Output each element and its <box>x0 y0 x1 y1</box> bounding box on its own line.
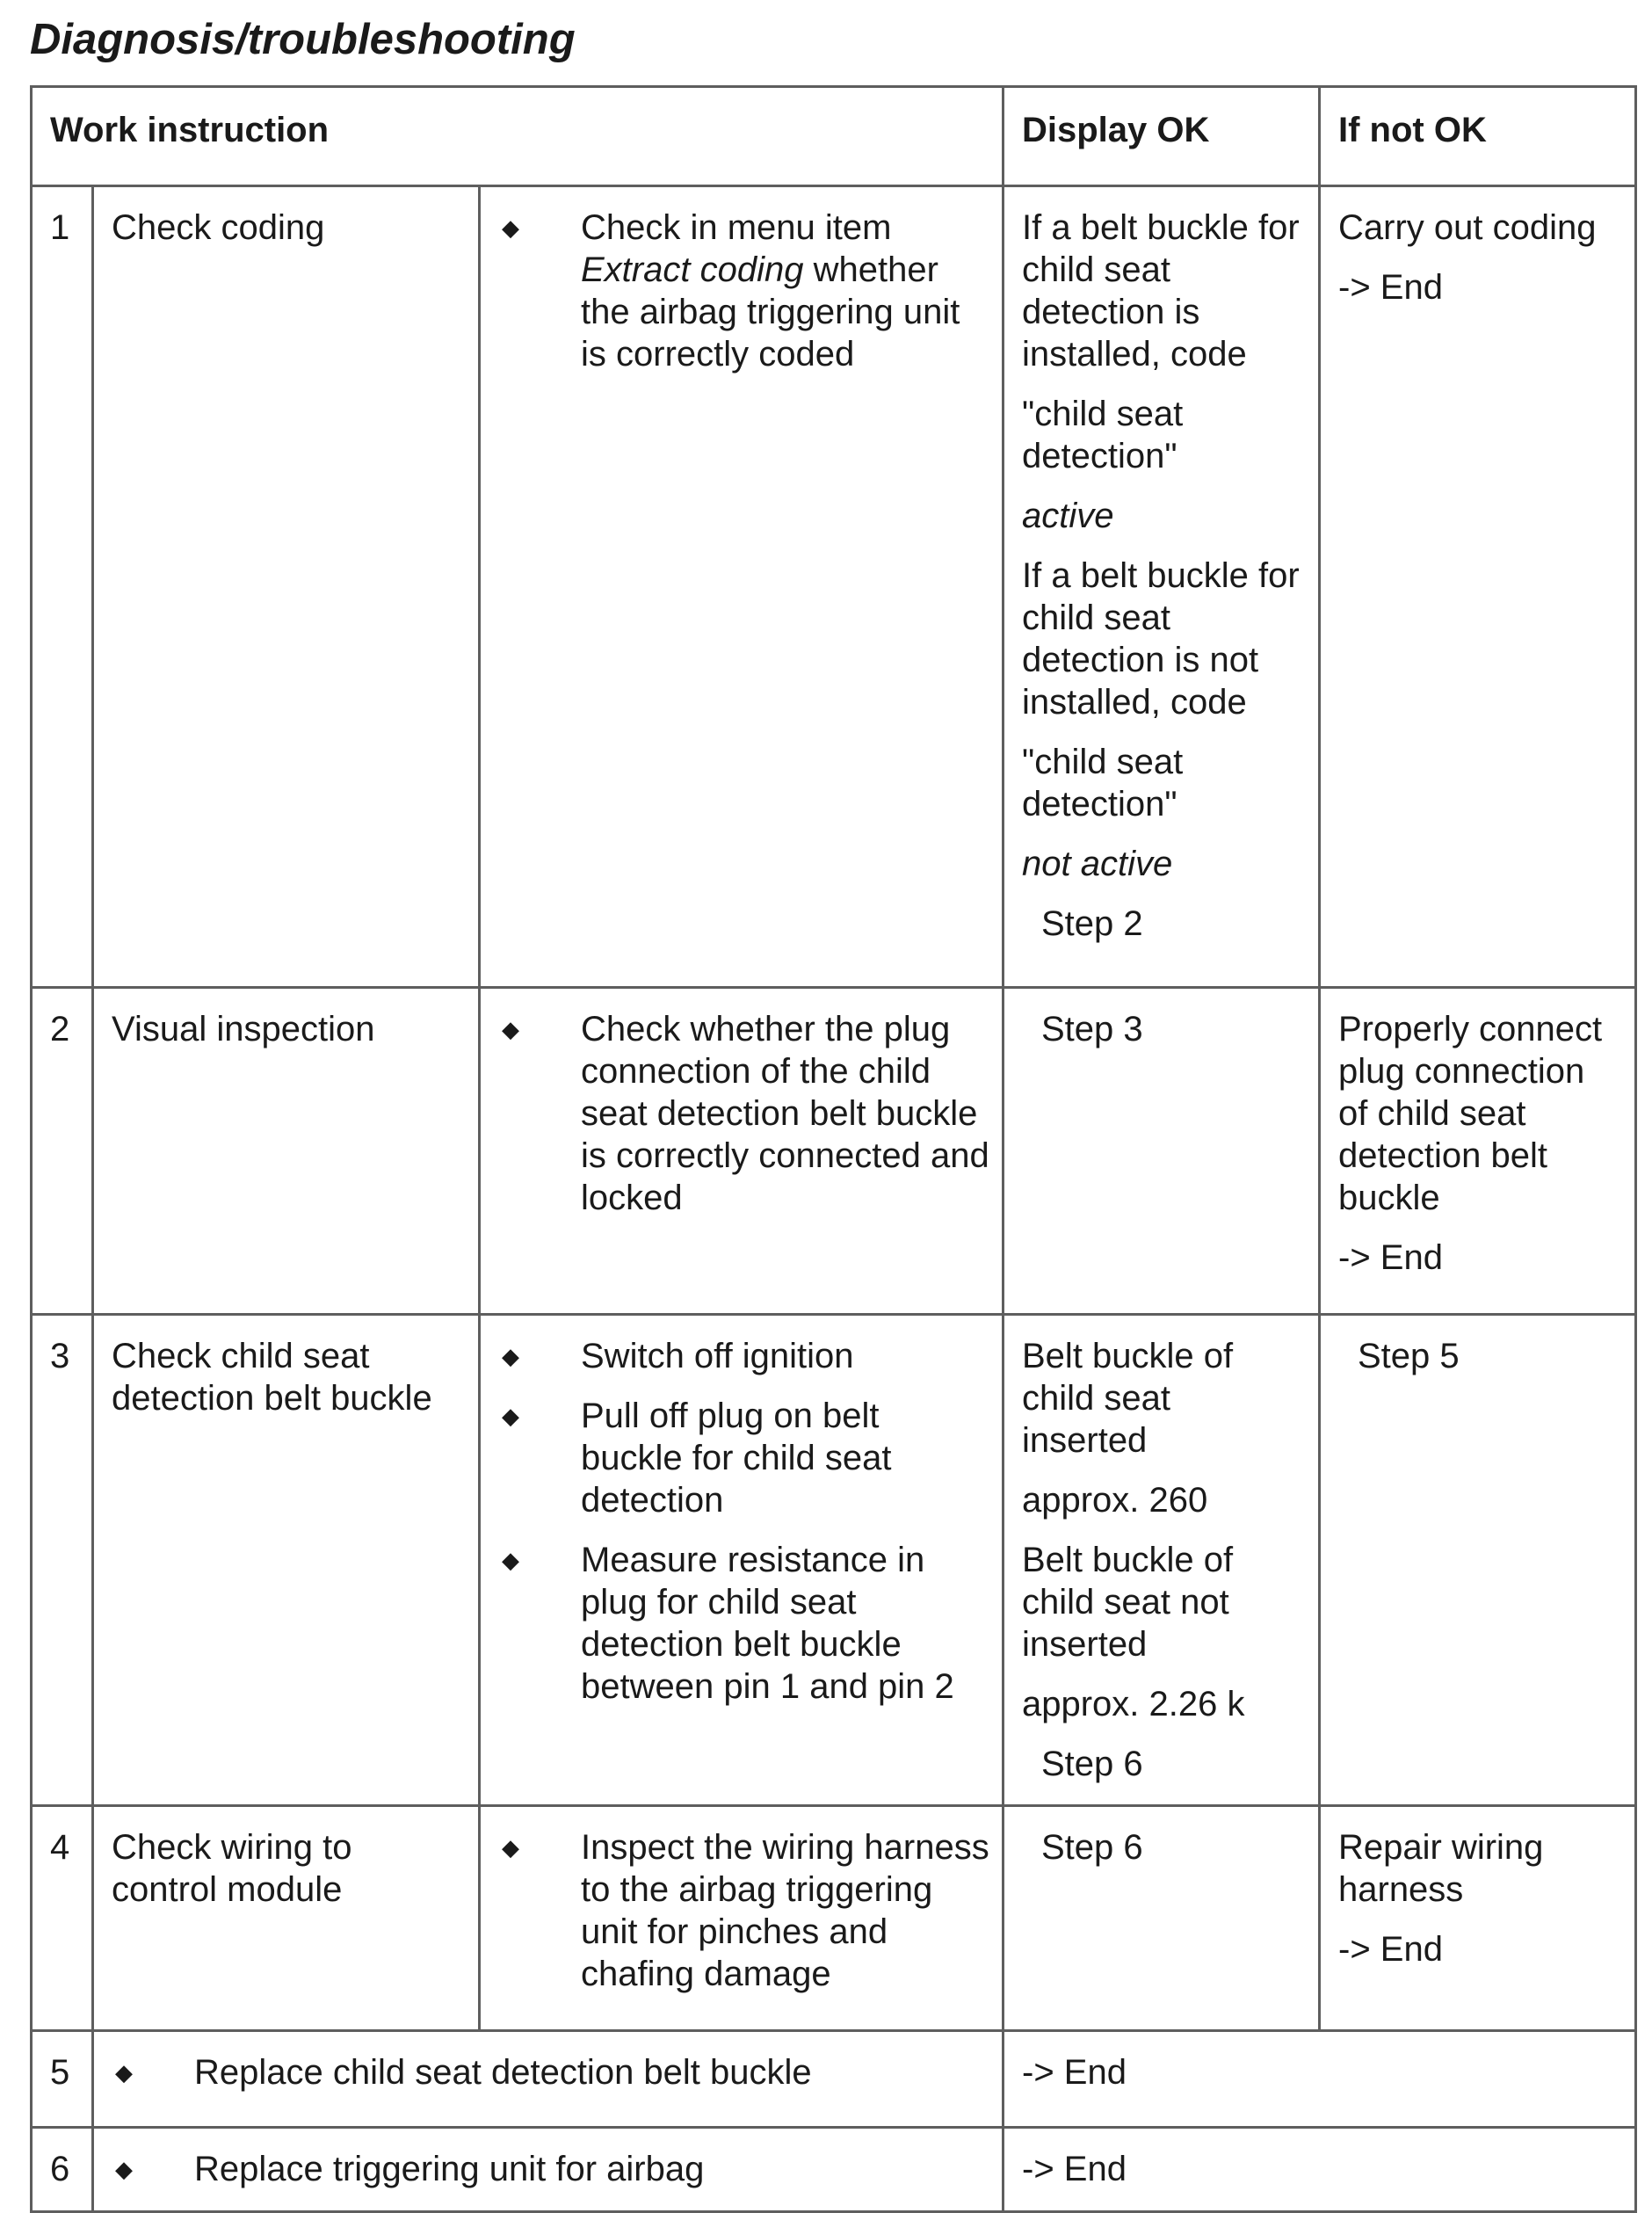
not-ok-text: -> End <box>1338 268 1443 307</box>
not-ok-text: -> End <box>1338 1238 1443 1277</box>
step-number: 2 <box>32 988 93 1315</box>
ok-text: Belt buckle of child seat not inserted <box>1022 1541 1234 1664</box>
actions-cell <box>480 1806 1004 2031</box>
bullet-diamond-icon: ◆ <box>502 1403 519 1429</box>
action-text: Inspect the wiring harness to the airbag triggering unit for pinches and chafing damage <box>581 1828 989 1993</box>
action-text: Check whether the plug connection of the child seat detection belt buckle is correctly connected and locked <box>581 1010 989 1217</box>
not-ok-text: Properly connect plug connection of child seat detection belt buckle <box>1338 1010 1603 1217</box>
not-ok-text: Repair wiring harness <box>1338 1828 1544 1909</box>
table-row <box>32 2128 1636 2212</box>
ok-text: approx. 2.26 k <box>1022 1685 1245 1723</box>
step-number: 3 <box>32 1315 93 1806</box>
ok-step: Step 3 <box>1041 1010 1143 1048</box>
header-if-not-ok: If not OK <box>1320 87 1636 186</box>
bullet-diamond-icon: ◆ <box>502 1834 519 1861</box>
table-row <box>32 1806 1636 2031</box>
bullet-diamond-icon: ◆ <box>502 1547 519 1573</box>
action-text: Switch off ignition <box>581 1337 854 1375</box>
actions-cell <box>480 988 1004 1315</box>
header-row <box>32 87 1636 186</box>
display-ok-cell <box>1004 186 1320 988</box>
ok-text: Belt buckle of child seat inserted <box>1022 1337 1234 1460</box>
result-cell: -> End <box>1004 2128 1636 2212</box>
not-ok-cell <box>1320 1315 1636 1806</box>
page-title: Diagnosis/troubleshooting <box>30 16 576 63</box>
ok-text: If a belt buckle for child seat detection is not installed, code <box>1022 556 1300 722</box>
not-ok-text: Carry out coding <box>1338 208 1597 247</box>
not-ok-cell <box>1320 186 1636 988</box>
table-row <box>32 1315 1636 1806</box>
task-cell: Check wiring to control module <box>93 1806 480 2031</box>
ok-step: Step 6 <box>1041 1828 1143 1867</box>
header-display-ok: Display OK <box>1004 87 1320 186</box>
ok-text: approx. 260 <box>1022 1481 1208 1520</box>
ok-text: not active <box>1022 845 1173 883</box>
display-ok-cell <box>1004 1315 1320 1806</box>
bullet-diamond-icon: ◆ <box>115 2156 133 2182</box>
bullet-diamond-icon: ◆ <box>502 214 519 241</box>
table-row <box>32 988 1636 1315</box>
action-text: Check in menu item Extract coding whether the airbag triggering unit is correctly coded <box>581 208 960 374</box>
ok-text: If a belt buckle for child seat detection is installed, code <box>1022 208 1300 374</box>
ok-step: Step 6 <box>1041 1745 1143 1783</box>
bullet-diamond-icon: ◆ <box>502 1016 519 1042</box>
bullet-diamond-icon: ◆ <box>502 1343 519 1369</box>
bullet-diamond-icon: ◆ <box>115 2059 133 2086</box>
task-cell: Check coding <box>93 186 480 988</box>
action-text: Measure resistance in plug for child seat detection belt buckle between pin 1 and pin 2 <box>581 1541 954 1706</box>
action-text: Replace triggering unit for airbag <box>194 2150 705 2188</box>
step-number: 1 <box>32 186 93 988</box>
step-number: 6 <box>32 2128 93 2212</box>
actions-cell <box>480 1315 1004 1806</box>
action-text: Replace child seat detection belt buckle <box>194 2053 812 2092</box>
action-text: Pull off plug on belt buckle for child seat detection <box>581 1397 892 1520</box>
not-ok-text: -> End <box>1338 1930 1443 1969</box>
result-cell: -> End <box>1004 2031 1636 2128</box>
ok-text: active <box>1022 497 1114 535</box>
header-work-instruction: Work instruction <box>32 87 1004 186</box>
table-row <box>32 186 1636 988</box>
ok-text: "child seat detection" <box>1022 395 1184 475</box>
display-ok-cell <box>1004 1806 1320 2031</box>
task-cell: Check child seat detection belt buckle <box>93 1315 480 1806</box>
table-row <box>32 2031 1636 2128</box>
actions-cell <box>480 186 1004 988</box>
step-number: 4 <box>32 1806 93 2031</box>
display-ok-cell <box>1004 988 1320 1315</box>
not-ok-cell <box>1320 988 1636 1315</box>
not-ok-cell <box>1320 1806 1636 2031</box>
troubleshooting-table <box>30 85 1637 2213</box>
action-cell <box>93 2031 1004 2128</box>
step-number: 5 <box>32 2031 93 2128</box>
ok-step: Step 2 <box>1041 904 1143 943</box>
not-ok-step: Step 5 <box>1358 1337 1460 1375</box>
ok-text: "child seat detection" <box>1022 743 1184 824</box>
task-cell: Visual inspection <box>93 988 480 1315</box>
action-cell <box>93 2128 1004 2212</box>
